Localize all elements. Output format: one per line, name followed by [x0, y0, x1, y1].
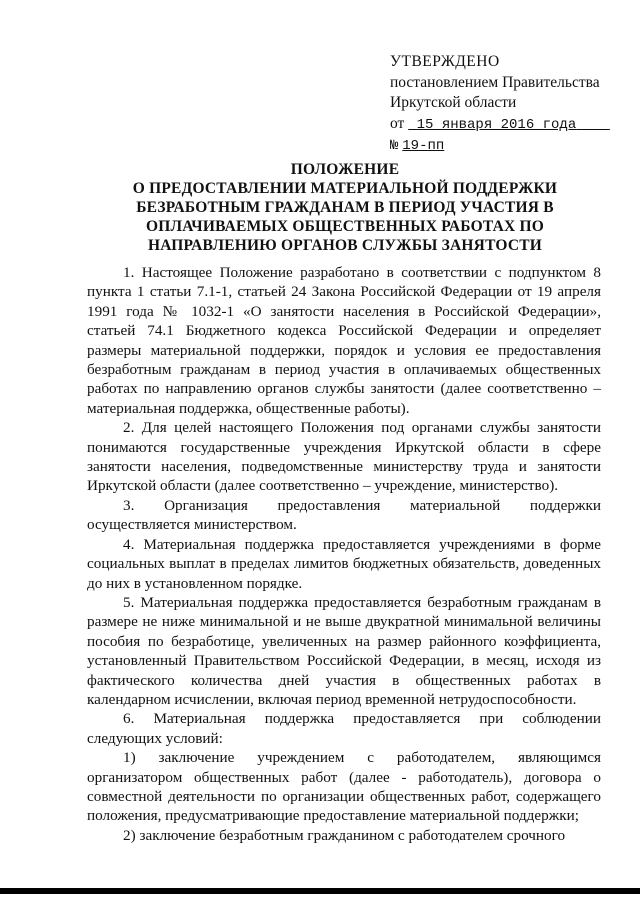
title-line-3: БЕЗРАБОТНЫМ ГРАЖДАНАМ В ПЕРИОД УЧАСТИЯ В [136, 199, 554, 216]
title-line-4: ОПЛАЧИВАЕМЫХ ОБЩЕСТВЕННЫХ РАБОТАХ ПО [145, 218, 545, 235]
paragraph-6-item-1: 1) заключение учреждением с работодателем, являющимся организатором общественных работ (далее - работодатель), договора о совместной деятельности по организации общественных работ, содержащего положения, предусматривающие предоставление материальной поддержки; [87, 749, 601, 825]
title-line-1: ПОЛОЖЕНИЕ [290, 161, 400, 178]
document-title [95, 160, 595, 255]
approval-date-line [390, 114, 630, 136]
title-line-2: О ПРЕДОСТАВЛЕНИИ МАТЕРИАЛЬНОЙ ПОДДЕРЖКИ [132, 180, 558, 197]
paragraph-5: 5. Материальная поддержка предоставляется безработным гражданам в размере не ниже минимальной и не выше двукратной минимальной величины пособия по безработице, увеличенных на размер районного коэффициента, установленный Правительством Российской Федерации, в месяц, исходя из фактического количества дней участия в общественных работах в календарном исчислении, включая период временной нетрудоспособности. [87, 593, 601, 708]
document-body [87, 263, 601, 845]
title-line-5: НАПРАВЛЕНИЮ ОРГАНОВ СЛУЖБЫ ЗАНЯТОСТИ [147, 237, 543, 254]
approval-date-prefix: от [390, 114, 405, 132]
approval-date: 15 января 2016 года [416, 116, 577, 133]
paragraph-6-item-2: 2) заключение безработным гражданином с работодателем срочного [123, 826, 566, 844]
approval-region: Иркутской области [390, 94, 517, 111]
approval-number-line [390, 135, 630, 157]
scan-edge-bar [0, 888, 640, 894]
paragraph-6: 6. Материальная поддержка предоставляется при соблюдении следующих условий: [87, 710, 601, 747]
paragraph-2: 2. Для целей настоящего Положения под органами службы занятости понимаются государственные учреждения Иркутской области в сфере занятости населения, подведомственные министерству труда и занятости Иркутской области (далее соответственно – учреждение, министерство). [87, 419, 601, 495]
approval-number: 19-пп [402, 138, 445, 154]
approval-number-prefix: № [390, 138, 399, 154]
paragraph-3: 3. Организация предоставления материальной поддержки осуществляется министерством. [87, 496, 601, 534]
paragraph-1: 1. Настоящее Положение разработано в соответствии с подпунктом 8 пункта 1 статьи 7.1-1, статьей 24 Закона Российской Федерации от 19 апреля 1991 года № 1032-1 «О занятости населения в Российской Федерации», статьей 74.1 Бюджетного кодекса Российской Федерации и определяет размеры материальной поддержки, порядок и условия ее предоставления безработным гражданам в период участия в оплачиваемых общественных работах по направлению органов службы занятости (далее соответственно – материальная поддержка, общественные работы). [87, 264, 601, 417]
approval-stamp [390, 52, 630, 157]
approval-issuer: постановлением Правительства [390, 73, 600, 91]
approval-heading: УТВЕРЖДЕНО [390, 53, 500, 70]
paragraph-4: 4. Материальная поддержка предоставляется учреждениями в форме социальных выплат в пределах лимитов бюджетных обязательств, доведенных до них в установленном порядке. [87, 535, 601, 592]
